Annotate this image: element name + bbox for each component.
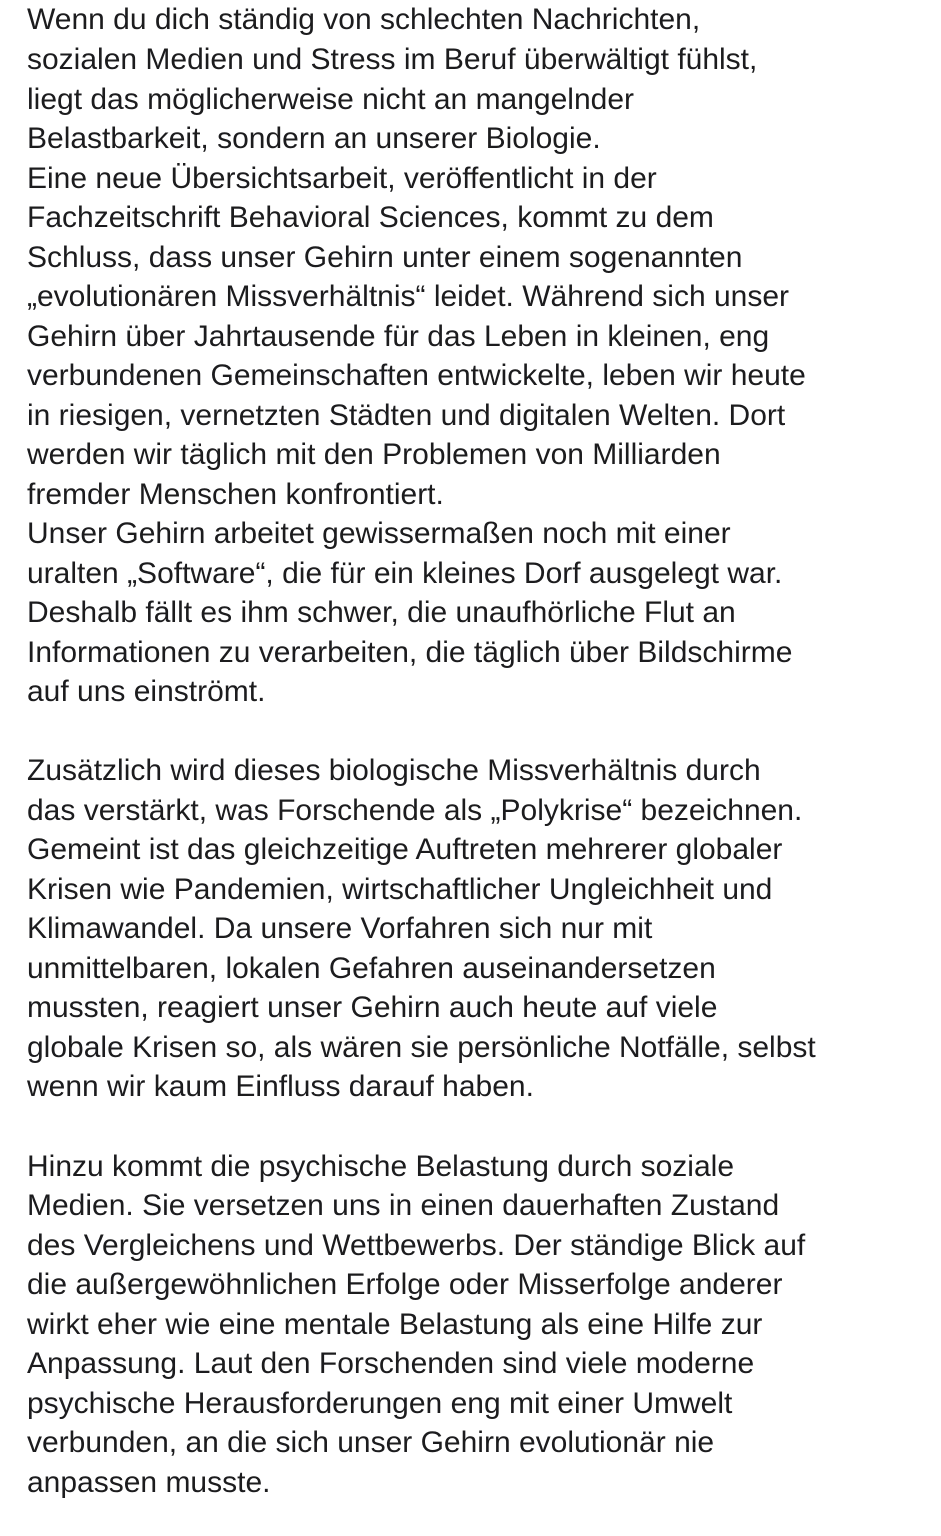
text-line: Anpassung. Laut den Forschenden sind viele moderne <box>27 1347 755 1380</box>
text-line: mussten, reagiert unser Gehirn auch heute auf viele <box>27 991 718 1024</box>
text-line: Krisen wie Pandemien, wirtschaftlicher Ungleichheit und <box>27 873 773 906</box>
text-line: psychische Herausforderungen eng mit einer Umwelt <box>27 1387 733 1420</box>
text-line: „evolutionären Missverhältnis“ leidet. Während sich unser <box>27 280 790 313</box>
text-line: Informationen zu verarbeiten, die täglich über Bildschirme <box>27 636 793 669</box>
text-line: fremder Menschen konfrontiert. <box>27 478 444 511</box>
text-line: Gehirn über Jahrtausende für das Leben in kleinen, eng <box>27 320 770 353</box>
text-line: auf uns einströmt. <box>27 675 266 708</box>
text-line: Unser Gehirn arbeitet gewissermaßen noch mit einer <box>27 517 731 550</box>
text-line: unmittelbaren, lokalen Gefahren auseinandersetzen <box>27 952 716 985</box>
text-line: werden wir täglich mit den Problemen von Milliarden <box>27 438 721 471</box>
text-line: sozialen Medien und Stress im Beruf überwältigt fühlst, <box>27 43 758 76</box>
text-line: uralten „Software“, die für ein kleines Dorf ausgelegt war. <box>27 557 783 590</box>
text-line: wirkt eher wie eine mentale Belastung als eine Hilfe zur <box>27 1308 763 1341</box>
text-line: globale Krisen so, als wären sie persönliche Notfälle, selbst <box>27 1031 816 1064</box>
text-line: wenn wir kaum Einfluss darauf haben. <box>27 1070 534 1103</box>
text-line: Gemeint ist das gleichzeitige Auftreten mehrerer globaler <box>27 833 783 866</box>
text-line: Zusätzlich wird dieses biologische Missverhältnis durch <box>27 754 761 787</box>
text-line: Klimawandel. Da unsere Vorfahren sich nur mit <box>27 912 653 945</box>
text-line: in riesigen, vernetzten Städten und digitalen Welten. Dort <box>27 399 786 432</box>
text-line: Wenn du dich ständig von schlechten Nachrichten, <box>27 3 701 36</box>
text-line: Fachzeitschrift Behavioral Sciences, kommt zu dem <box>27 201 714 234</box>
text-line: das verstärkt, was Forschende als „Polykrise“ bezeichnen. <box>27 794 803 827</box>
text-line: Deshalb fällt es ihm schwer, die unaufhörliche Flut an <box>27 596 736 629</box>
text-line: verbundenen Gemeinschaften entwickelte, leben wir heute <box>27 359 806 392</box>
text-line: Eine neue Übersichtsarbeit, veröffentlicht in der <box>27 162 657 195</box>
text-line: anpassen musste. <box>27 1466 271 1499</box>
text-line: Hinzu kommt die psychische Belastung durch soziale <box>27 1150 735 1183</box>
text-line: verbunden, an die sich unser Gehirn evolutionär nie <box>27 1426 715 1459</box>
text-line: liegt das möglicherweise nicht an mangelnder <box>27 83 635 116</box>
text-line: Medien. Sie versetzen uns in einen dauerhaften Zustand <box>27 1189 780 1222</box>
text-line: Schluss, dass unser Gehirn unter einem sogenannten <box>27 241 743 274</box>
text-line: Belastbarkeit, sondern an unserer Biologie. <box>27 122 601 155</box>
text-line: des Vergleichens und Wettbewerbs. Der ständige Blick auf <box>27 1229 806 1262</box>
text-line: die außergewöhnlichen Erfolge oder Misserfolge anderer <box>27 1268 783 1301</box>
